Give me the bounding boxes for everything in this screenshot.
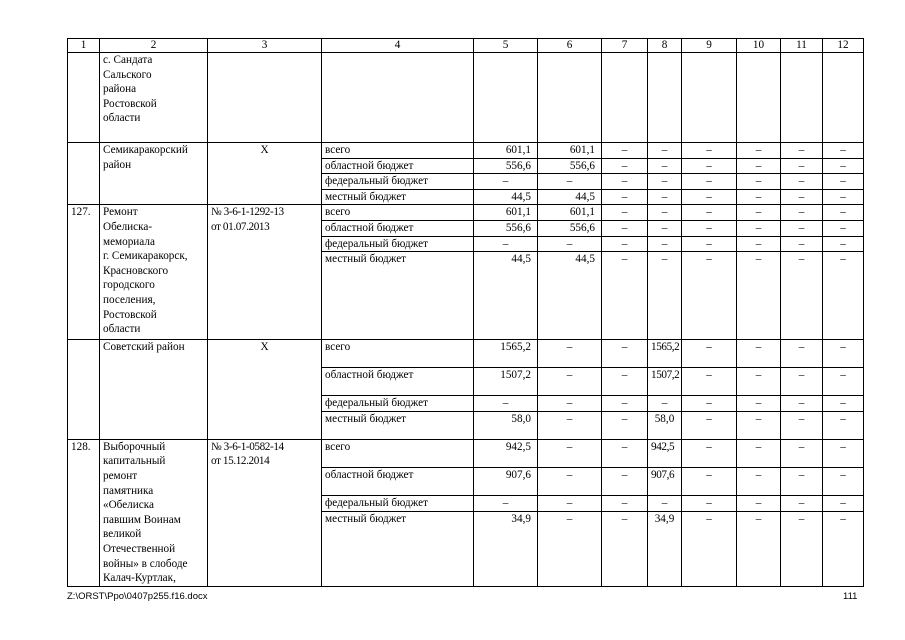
doc-ref: Х [208, 143, 322, 205]
budget-label: областной бюджет [322, 158, 474, 174]
column-number-row [68, 39, 864, 53]
table-row: местный бюджет 44,5 44,5 – – – – – – [68, 252, 864, 340]
table-row: областной бюджет 556,6 556,6 – – – – – – [68, 220, 864, 236]
col-header-2: 2 [100, 39, 208, 53]
budget-label: местный бюджет [322, 252, 474, 340]
budget-label: местный бюджет [322, 189, 474, 205]
budget-table [67, 38, 864, 587]
budget-label: областной бюджет [322, 220, 474, 236]
table-row [68, 53, 864, 143]
col-header-9: 9 [682, 39, 737, 53]
budget-label: всего [322, 205, 474, 221]
budget-label: федеральный бюджет [322, 236, 474, 252]
object-name: с. Сандата Сальского района Ростовской области [100, 53, 208, 143]
table-row: местный бюджет 34,9 – – 34,9 – – – – [68, 511, 864, 586]
table-row: местный бюджет 44,5 44,5 – – – – – – [68, 189, 864, 205]
object-name: Ремонт Обелиска- мемориала г. Семикаракорск, Красновского городского поселения, Ростовской области [100, 205, 208, 340]
col-header-1: 1 [68, 39, 100, 53]
col-header-10: 10 [737, 39, 781, 53]
budget-label: областной бюджет [322, 368, 474, 396]
budget-label: местный бюджет [322, 511, 474, 586]
district-name: Семикаракорский район [100, 143, 208, 205]
table-row: Советский район Х всего 1565,2 – – 1565,2 – – – – [68, 340, 864, 368]
table-row: федеральный бюджет – – – – – – – – [68, 495, 864, 511]
page-number: 111 [843, 591, 858, 602]
file-path-footer: Z:\ORST\Ppo\0407p255.f16.docx [67, 591, 208, 602]
col-header-7: 7 [602, 39, 648, 53]
table-row: федеральный бюджет – – – – – – – – [68, 236, 864, 252]
budget-label: всего [322, 439, 474, 467]
doc-ref: № 3-6-1-0582-14 от 15.12.2014 [208, 439, 322, 586]
district-name: Советский район [100, 340, 208, 440]
col-header-12: 12 [823, 39, 864, 53]
budget-label: местный бюджет [322, 411, 474, 439]
row-number: 127. [68, 205, 100, 340]
table-row: 127. Ремонт Обелиска- мемориала г. Семикаракорск, Красновского городского поселения, Ростовской области № 3-6-1-1292-13 от 01.07.2013 всего 601,1 601,1 – – – – – – [68, 205, 864, 221]
col-header-8: 8 [648, 39, 682, 53]
col-header-4: 4 [322, 39, 474, 53]
doc-ref: № 3-6-1-1292-13 от 01.07.2013 [208, 205, 322, 340]
table-row: федеральный бюджет – – – – – – – – [68, 396, 864, 412]
col-header-11: 11 [781, 39, 823, 53]
budget-label: федеральный бюджет [322, 174, 474, 190]
col-header-5: 5 [474, 39, 538, 53]
object-name: Выборочный капитальный ремонт памятника «Обелиска павшим Воинам великой Отечественной войны» в слободе Калач-Куртлак, [100, 439, 208, 586]
budget-label: всего [322, 340, 474, 368]
table-row: 128. Выборочный капитальный ремонт памятника «Обелиска павшим Воинам великой Отечественной войны» в слободе Калач-Куртлак, № 3-6-1-0582-14 от 15.12.2014 всего 942,5 – – 942,5 – – – – [68, 439, 864, 467]
table-row: областной бюджет 1507,2 – – 1507,2 – – – – [68, 368, 864, 396]
col-header-3: 3 [208, 39, 322, 53]
table-row: Семикаракорский район Х всего 601,1 601,1 – – – – – – [68, 143, 864, 159]
row-number: 128. [68, 439, 100, 586]
budget-label: областной бюджет [322, 467, 474, 495]
budget-label: всего [322, 143, 474, 159]
doc-ref: Х [208, 340, 322, 440]
table-row: местный бюджет 58,0 – – 58,0 – – – – [68, 411, 864, 439]
table-row: областной бюджет 556,6 556,6 – – – – – – [68, 158, 864, 174]
budget-label: федеральный бюджет [322, 495, 474, 511]
table-row: областной бюджет 907,6 – – 907,6 – – – – [68, 467, 864, 495]
budget-label: федеральный бюджет [322, 396, 474, 412]
col-header-6: 6 [538, 39, 602, 53]
table-row: федеральный бюджет – – – – – – – – [68, 174, 864, 190]
